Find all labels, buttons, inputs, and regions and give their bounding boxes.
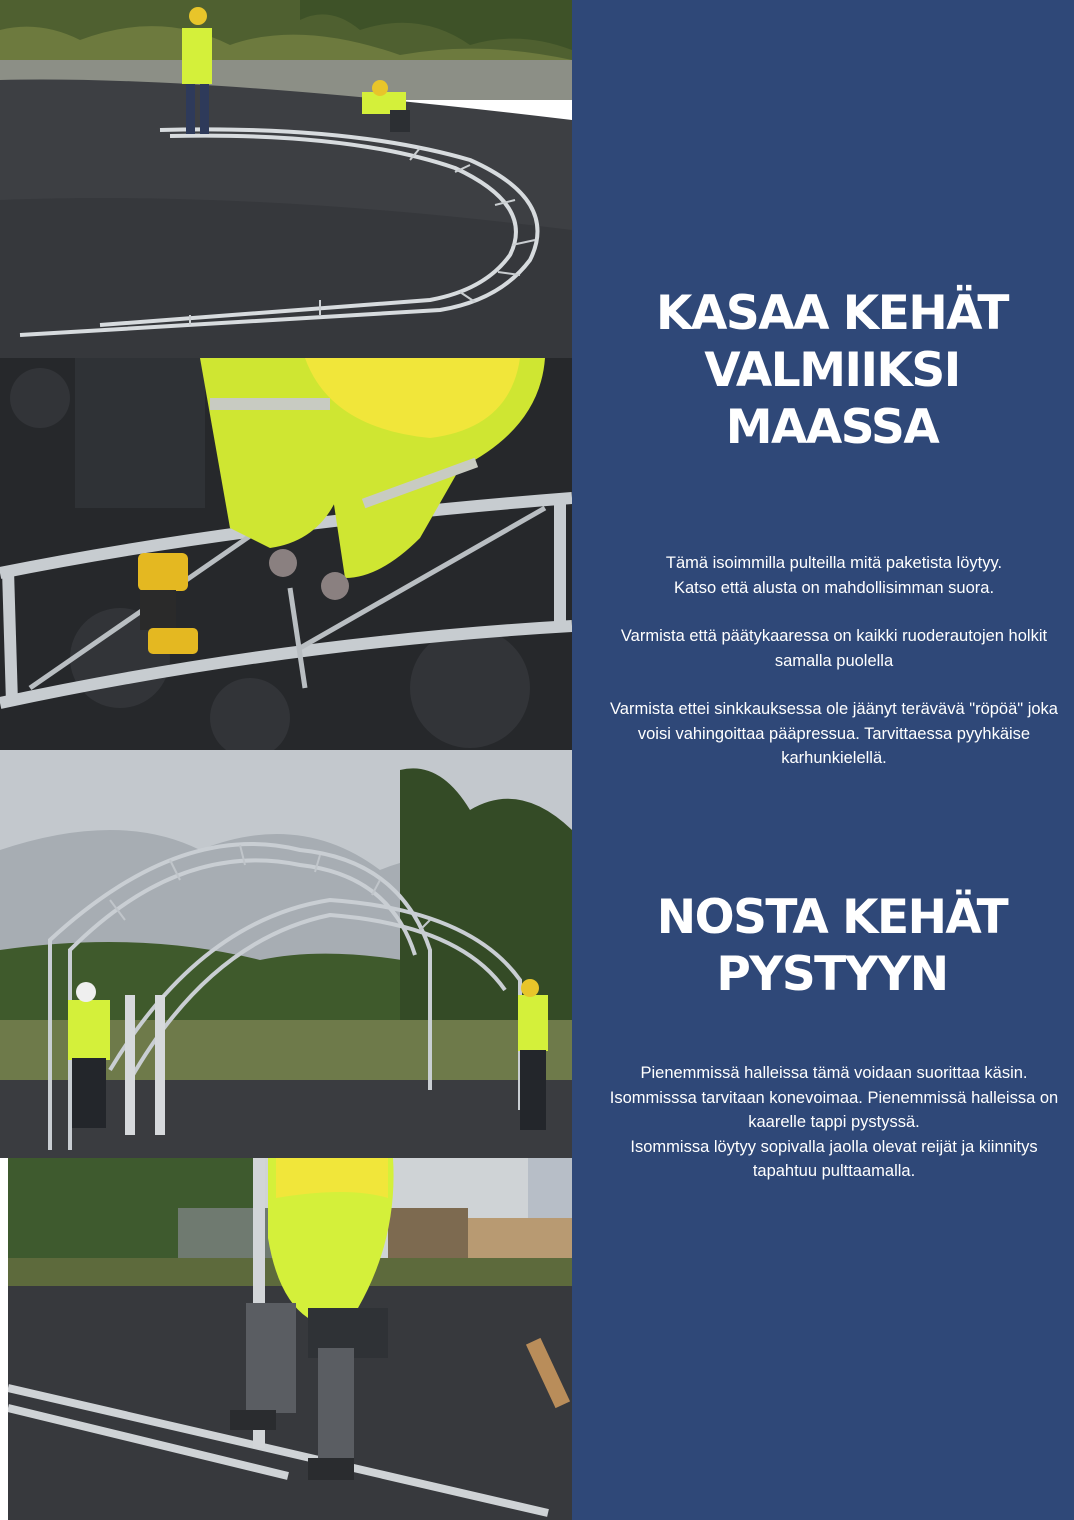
text-line: Isommissa löytyy sopivalla jaolla olevat reijät ja kiinnitys bbox=[630, 1137, 1038, 1156]
instruction-panel bbox=[572, 0, 1074, 1520]
text-line: Pienemmissä halleissa tämä voidaan suorittaa käsin. bbox=[640, 1064, 1028, 1082]
photo-arch-assembly-ground bbox=[0, 0, 572, 358]
text-line: tapahtuu pulttaamalla. bbox=[752, 1162, 916, 1180]
photo-bolting-closeup bbox=[0, 358, 572, 750]
heading-line: PYSTYYN bbox=[716, 947, 948, 1002]
text-line: Varmista että päätykaaressa on kaikki ruoderautojen holkit bbox=[620, 627, 1048, 645]
paragraph-sleeves bbox=[572, 624, 1074, 673]
paragraph-bolts bbox=[572, 551, 1074, 600]
text-line: Katso että alusta on mahdollisimman suora. bbox=[673, 578, 995, 597]
heading-line: VALMIIKSI bbox=[704, 343, 960, 398]
paragraph-raising bbox=[572, 1061, 1074, 1184]
text-line: samalla puolella bbox=[774, 651, 894, 670]
photo-frames-raised bbox=[0, 750, 572, 1158]
text-line: kaarelle tappi pystyssä. bbox=[748, 1113, 920, 1131]
heading-line: MAASSA bbox=[725, 400, 939, 455]
text-line: Isommisssa tarvitaan konevoimaa. Pienemmissä halleissa on bbox=[609, 1088, 1059, 1107]
heading-assemble-frames bbox=[572, 285, 1074, 456]
text-line: Tämä isoimmilla pulteilla mitä paketista löytyy. bbox=[665, 554, 1003, 572]
photo-securing-frame bbox=[8, 1158, 573, 1520]
text-line: Varmista ettei sinkkauksessa ole jäänyt terävävä "röpöä" joka bbox=[610, 700, 1058, 718]
heading-line: KASAA KEHÄT bbox=[656, 286, 1008, 341]
text-line: karhunkielellä. bbox=[781, 749, 887, 767]
heading-line: NOSTA KEHÄT bbox=[656, 890, 1008, 945]
heading-raise-frames bbox=[572, 889, 1074, 1003]
text-line: voisi vahingoittaa pääpressua. Tarvittaessa pyyhkäise bbox=[637, 724, 1031, 743]
paragraph-galvanizing bbox=[572, 697, 1074, 771]
